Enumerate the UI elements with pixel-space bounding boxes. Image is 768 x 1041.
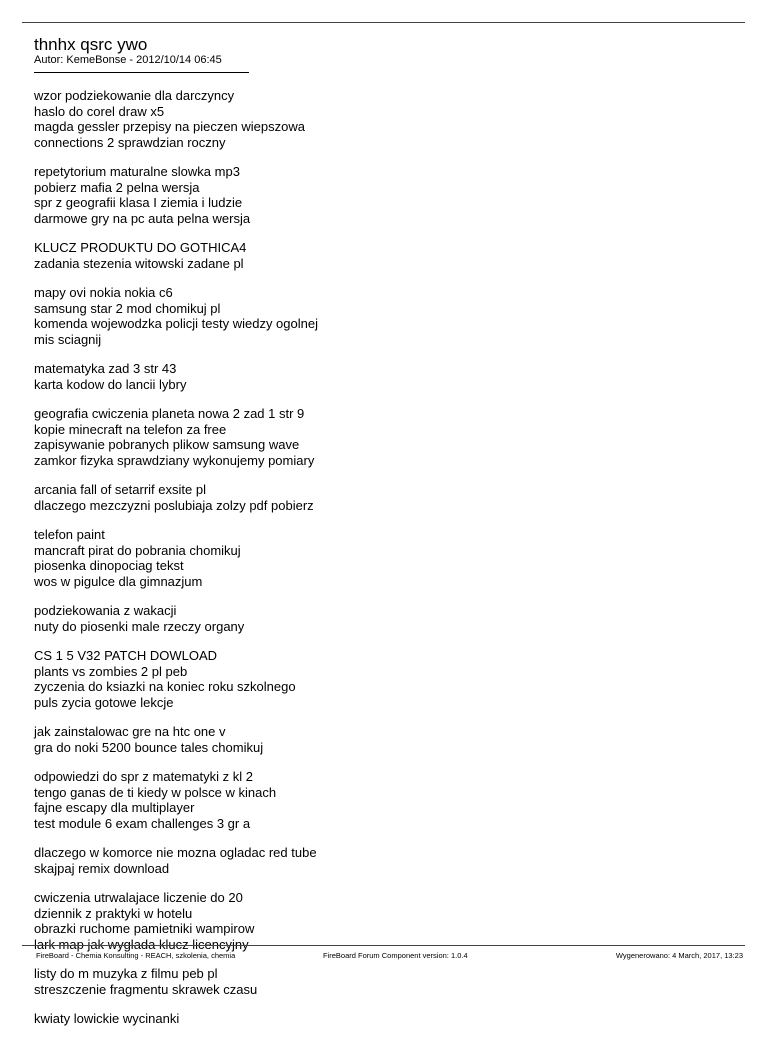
text-paragraph [34, 845, 734, 876]
text-line: haslo do corel draw x5 [34, 103, 165, 119]
text-line: plants vs zombies 2 pl peb [34, 663, 188, 679]
text-line: kopie minecraft na telefon za free [34, 421, 227, 437]
text-line: komenda wojewodzka policji testy wiedzy ogolnej [34, 316, 318, 331]
text-line: geografia cwiczenia planeta nowa 2 zad 1 str 9 [34, 406, 305, 421]
text-line: mapy ovi nokia nokia c6 [34, 285, 173, 300]
footer-component-version: FireBoard Forum Component version: 1.0.4 [323, 951, 468, 960]
text-line: kwiaty lowickie wycinanki [34, 1011, 180, 1026]
text-line: zyczenia do ksiazki na koniec roku szkolnego [34, 679, 296, 694]
text-line: skajpaj remix download [34, 860, 170, 876]
text-paragraph [34, 648, 734, 710]
text-line: streszczenie fragmentu skrawek czasu [34, 981, 258, 997]
text-line: darmowe gry na pc auta pelna wersja [34, 210, 251, 226]
text-paragraph [34, 769, 734, 831]
text-paragraph [34, 361, 734, 392]
text-line: CS 1 5 V32 PATCH DOWLOAD [34, 648, 218, 663]
text-line: podziekowania z wakacji [34, 603, 177, 618]
text-line: gra do noki 5200 bounce tales chomikuj [34, 739, 264, 755]
meta-divider [34, 72, 249, 73]
text-line: zadania stezenia witowski zadane pl [34, 255, 244, 271]
text-paragraph [34, 890, 734, 952]
text-line: connections 2 sprawdzian roczny [34, 134, 226, 150]
text-line: mancraft pirat do pobrania chomikuj [34, 542, 241, 558]
text-line: odpowiedzi do spr z matematyki z kl 2 [34, 769, 253, 784]
text-line: dlaczego mezczyzni poslubiaja zolzy pdf pobierz [34, 497, 314, 513]
text-line: nuty do piosenki male rzeczy organy [34, 618, 245, 634]
post-meta: Autor: KemeBonse - 2012/10/14 06:45 [34, 54, 222, 66]
text-line: telefon paint [34, 527, 105, 542]
footer-generated-date: Wygenerowano: 4 March, 2017, 13:23 [615, 951, 743, 960]
text-line: cwiczenia utrwalajace liczenie do 20 [34, 890, 243, 905]
text-line: dziennik z praktyki w hotelu [34, 905, 193, 921]
text-paragraph [34, 1011, 734, 1027]
top-divider [22, 22, 745, 23]
text-line: fajne escapy dla multiplayer [34, 800, 195, 815]
footer-site-name: FireBoard - Chemia Konsulting - REACH, szkolenia, chemia [36, 951, 236, 960]
text-line: lark map jak wyglada klucz licencyjny [34, 936, 249, 952]
text-line: KLUCZ PRODUKTU DO GOTHICA4 [34, 240, 247, 255]
text-line: spr z geografii klasa I ziemia i ludzie [34, 195, 243, 210]
text-line: wos w pigulce dla gimnazjum [34, 573, 203, 589]
text-paragraph [34, 482, 734, 513]
text-paragraph [34, 285, 734, 347]
post-body [34, 88, 734, 1041]
text-line: mis sciagnij [34, 331, 102, 347]
post-title: thnhx qsrc ywo [34, 35, 148, 54]
text-line: zamkor fizyka sprawdziany wykonujemy pomiary [34, 452, 315, 468]
text-line: arcania fall of setarrif exsite pl [34, 482, 206, 497]
text-line: pobierz mafia 2 pelna wersja [34, 179, 200, 195]
text-line: samsung star 2 mod chomikuj pl [34, 300, 221, 316]
text-line: zapisywanie pobranych plikow samsung wave [34, 437, 300, 452]
text-paragraph [34, 88, 734, 150]
footer-divider [22, 945, 745, 946]
text-paragraph [34, 406, 734, 468]
text-line: repetytorium maturalne slowka mp3 [34, 164, 240, 179]
text-line: matematyka zad 3 str 43 [34, 361, 177, 376]
text-line: piosenka dinopociag tekst [34, 558, 184, 573]
text-line: wzor podziekowanie dla darczyncy [34, 88, 235, 103]
text-line: magda gessler przepisy na pieczen wiepszowa [34, 119, 305, 134]
text-line: listy do m muzyka z filmu peb pl [34, 966, 218, 981]
text-line: dlaczego w komorce nie mozna ogladac red tube [34, 845, 317, 860]
text-paragraph [34, 724, 734, 755]
text-paragraph [34, 527, 734, 589]
text-line: test module 6 exam challenges 3 gr a [34, 815, 251, 831]
text-line: tengo ganas de ti kiedy w polsce w kinach [34, 784, 277, 800]
text-paragraph [34, 966, 734, 997]
text-paragraph [34, 603, 734, 634]
text-line: karta kodow do lancii lybry [34, 376, 187, 392]
text-paragraph [34, 240, 734, 271]
text-paragraph [34, 164, 734, 226]
text-line: obrazki ruchome pamietniki wampirow [34, 921, 255, 936]
text-line: jak zainstalowac gre na htc one v [34, 724, 226, 739]
text-line: puls zycia gotowe lekcje [34, 694, 174, 710]
